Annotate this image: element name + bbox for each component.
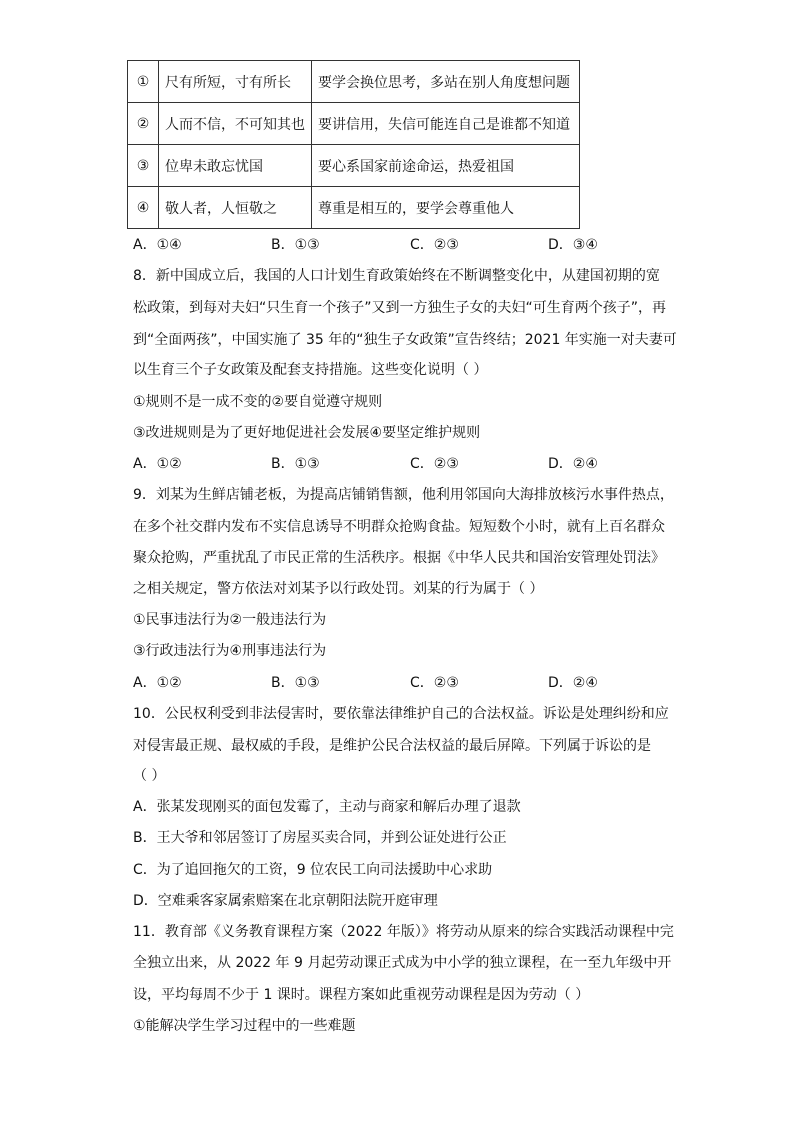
option-b[interactable]: B．王大爷和邻居签订了房屋买卖合同，并到公证处进行公正 <box>133 830 507 846</box>
q10-stem-line: 10．公民权利受到非法侵害时，要依靠法律维护自己的合法权益。诉讼是处理纠纷和应 <box>133 706 669 722</box>
option-d[interactable]: D．②④ <box>548 675 598 691</box>
q11-stem-line: 全独立出来，从 2022 年 9 月起劳动课正式成为中小学的独立课程，在一至九年级中开 <box>133 955 672 971</box>
q8-choice-line: ①规则不是一成不变的②要自觉遵守规则 <box>133 394 383 410</box>
q8-stem-line: 松政策，到每对夫妇“只生育一个孩子”又到一方独生子女的夫妇“可生育两个孩子”，再 <box>133 300 667 316</box>
option-b[interactable]: B．①③ <box>271 456 320 472</box>
q10-stem-line: 对侵害最正规、最权威的手段，是维护公民合法权益的最后屏障。下列属于诉讼的是 <box>133 738 651 754</box>
option-a[interactable]: A．张某发现刚买的面包发霉了，主动与商家和解后办理了退款 <box>133 799 521 815</box>
q10-stem-line: （ ） <box>133 768 166 784</box>
saying-cell: 敬人者，人恒敬之 <box>159 187 312 229</box>
q11-stem-line: 11．教育部《义务教育课程方案（2022 年版）》将劳动从原来的综合实践活动课程中完 <box>133 924 674 940</box>
table-row <box>128 187 580 229</box>
q9-stem-line: 在多个社交群内发布不实信息诱导不明群众抢购食盐。短短数个小时，就有上百名群众 <box>133 519 665 535</box>
q9-choice-line: ①民事违法行为②一般违法行为 <box>133 612 327 628</box>
q11-choice-line: ①能解决学生学习过程中的一些难题 <box>133 1018 356 1034</box>
option-c[interactable]: C．为了追回拖欠的工资，9 位农民工向司法援助中心求助 <box>133 862 493 878</box>
row-number: ② <box>128 103 159 145</box>
meaning-cell: 尊重是相互的，要学会尊重他人 <box>312 187 580 229</box>
meaning-cell: 要心系国家前途命运，热爱祖国 <box>312 145 580 187</box>
option-a[interactable]: A．①② <box>133 456 182 472</box>
table-row <box>128 61 580 103</box>
option-b[interactable]: B．①③ <box>271 675 320 691</box>
q9-stem-line: 之相关规定，警方依法对刘某予以行政处罚。刘某的行为属于（ ） <box>133 581 544 597</box>
q9-choice-line: ③行政违法行为④刑事违法行为 <box>133 643 327 659</box>
row-number: ① <box>128 61 159 103</box>
row-number: ③ <box>128 145 159 187</box>
meaning-cell: 要讲信用，失信可能连自己是谁都不知道 <box>312 103 580 145</box>
q9-stem-line: 聚众抢购，严重扰乱了市民正常的生活秩序。根据《中华人民共和国治安管理处罚法》 <box>133 550 665 566</box>
q8-choice-line: ③改进规则是为了更好地促进社会发展④要坚定维护规则 <box>133 425 481 441</box>
option-c[interactable]: C．②③ <box>410 237 459 253</box>
q7-table <box>127 60 580 229</box>
table-row <box>128 103 580 145</box>
option-d[interactable]: D．②④ <box>548 456 598 472</box>
table-row <box>128 145 580 187</box>
saying-cell: 人而不信，不可知其也 <box>159 103 312 145</box>
row-number: ④ <box>128 187 159 229</box>
option-c[interactable]: C．②③ <box>410 456 459 472</box>
meaning-cell: 要学会换位思考，多站在别人角度想问题 <box>312 61 580 103</box>
option-d[interactable]: D．空难乘客家属索赔案在北京朝阳法院开庭审理 <box>133 893 438 909</box>
saying-cell: 位卑未敢忘忧国 <box>159 145 312 187</box>
q11-stem-line: 设，平均每周不少于 1 课时。课程方案如此重视劳动课程是因为劳动（ ） <box>133 987 590 1003</box>
saying-cell: 尺有所短，寸有所长 <box>159 61 312 103</box>
option-d[interactable]: D．③④ <box>548 237 598 253</box>
q9-stem-line: 9．刘某为生鲜店铺老板，为提高店铺销售额，他利用邻国向大海排放核污水事件热点， <box>133 487 674 503</box>
q8-stem-line: 到“全面两孩”，中国实施了 35 年的“独生子女政策”宣告终结；2021 年实施一对夫妻可 <box>133 332 677 348</box>
q8-stem-line: 8．新中国成立后，我国的人口计划生育政策始终在不断调整变化中，从建国初期的宽 <box>133 268 660 284</box>
option-a[interactable]: A．①② <box>133 675 182 691</box>
option-b[interactable]: B．①③ <box>271 237 320 253</box>
option-a[interactable]: A．①④ <box>133 237 182 253</box>
option-c[interactable]: C．②③ <box>410 675 459 691</box>
q8-stem-line: 以生育三个子女政策及配套支持措施。这些变化说明（ ） <box>133 362 488 378</box>
